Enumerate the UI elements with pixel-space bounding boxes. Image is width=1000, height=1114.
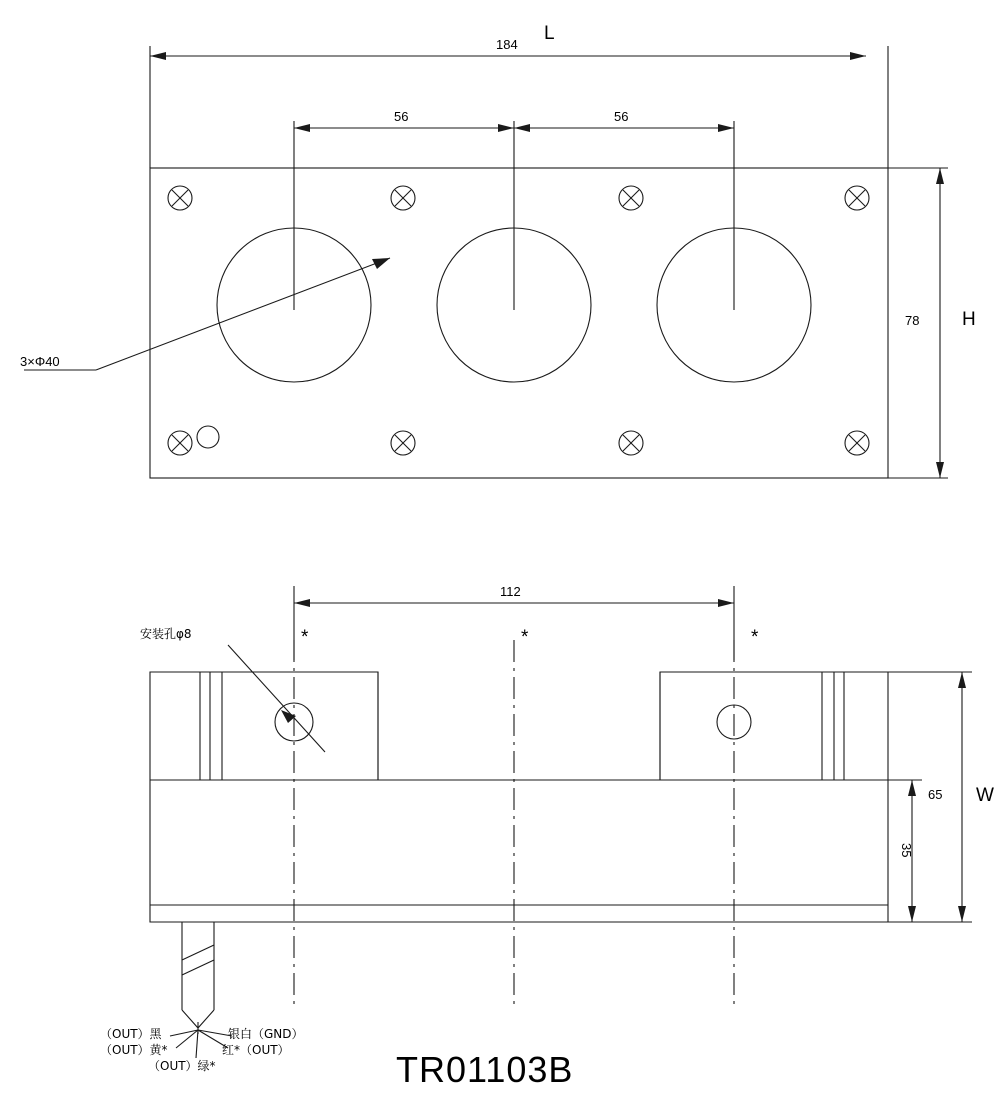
top-view-dimension-56-right: 56	[614, 109, 629, 124]
front-view-dimension-112: 112	[500, 584, 521, 599]
front-view-mount-hole-note: 安装孔φ8	[140, 627, 192, 641]
top-view-dimension-184: 184	[496, 37, 518, 52]
front-view-dimension-35: 35	[899, 843, 914, 858]
front-view-asterisk-left: *	[301, 627, 309, 648]
wire-label-red-out: 红*（OUT）	[222, 1043, 290, 1057]
top-view-dimension-56-left: 56	[394, 109, 409, 124]
wire-label-black-out: （OUT）黑	[100, 1027, 162, 1041]
wire-label-yellow-out: （OUT）黄*	[100, 1043, 168, 1057]
wire-label-green-out: （OUT）绿*	[148, 1059, 216, 1073]
drawing-title: TR01103B	[396, 1049, 574, 1090]
top-view-dimension-78: 78	[905, 313, 920, 328]
top-view-hole-callout: 3×Φ40	[20, 354, 60, 369]
front-view-asterisk-center: *	[521, 627, 529, 648]
wire-label-silver-gnd: 银白（GND）	[228, 1027, 304, 1041]
front-view-width-symbol-W: W	[976, 785, 994, 806]
top-view-length-symbol-L: L	[544, 23, 555, 44]
front-view-dimension-65: 65	[928, 787, 943, 802]
front-view-asterisk-right: *	[751, 627, 759, 648]
top-view-height-symbol-H: H	[962, 309, 976, 330]
